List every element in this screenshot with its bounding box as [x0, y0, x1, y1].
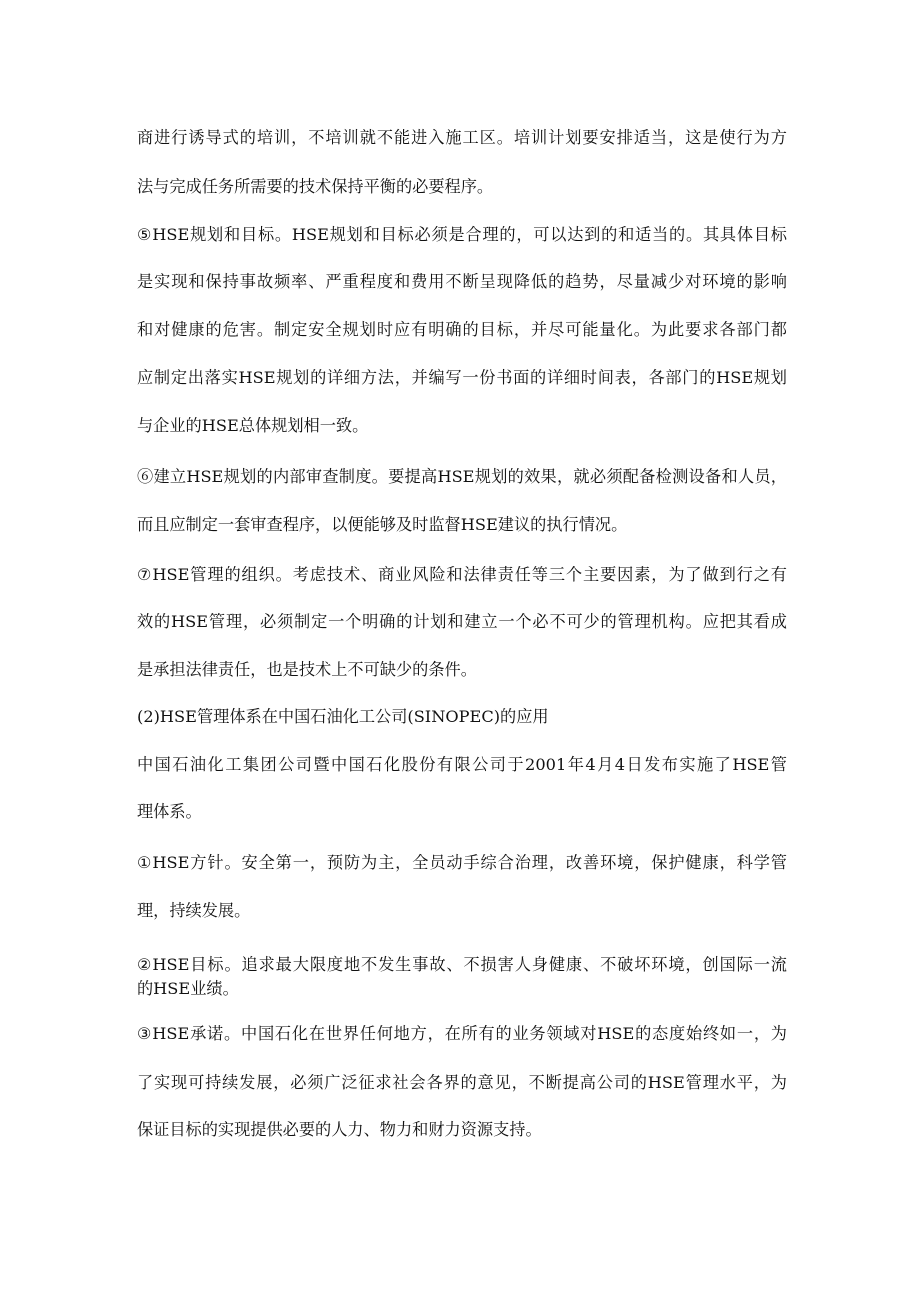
section-heading: (2)HSE管理体系在中国石油化工公司(SINOPEC)的应用: [137, 707, 549, 726]
paragraph-line: ⑤HSE规划和目标。HSE规划和目标必须是合理的，可以达到的和适当的。其具体目标: [137, 225, 787, 244]
paragraph-line: 理体系。: [137, 802, 202, 821]
paragraph-line: 法与完成任务所需要的技术保持平衡的必要程序。: [137, 177, 494, 196]
paragraph-line: 理，持续发展。: [137, 901, 251, 920]
paragraph-line: 与企业的HSE总体规划相一致。: [137, 416, 369, 435]
paragraph-line: 效的HSE管理，必须制定一个明确的计划和建立一个必不可少的管理机构。应把其看成: [137, 612, 787, 631]
paragraph-line: 是实现和保持事故频率、严重程度和费用不断呈现降低的趋势，尽量减少对环境的影响: [137, 272, 787, 291]
paragraph-line: ⑥建立HSE规划的内部审查制度。要提高HSE规划的效果，就必须配备检测设备和人员，: [137, 467, 787, 486]
paragraph-line: 的HSE业绩。: [137, 979, 239, 998]
paragraph-line: ②HSE目标。追求最大限度地不发生事故、不损害人身健康、不破坏环境，创国际一流: [137, 955, 787, 974]
paragraph-line: 保证目标的实现提供必要的人力、物力和财力资源支持。: [137, 1120, 542, 1139]
paragraph-line: 而且应制定一套审查程序，以便能够及时监督HSE建议的执行情况。: [137, 515, 628, 534]
paragraph-line: ①HSE方针。安全第一，预防为主，全员动手综合治理，改善环境，保护健康，科学管: [137, 853, 787, 872]
paragraph-line: ⑦HSE管理的组织。考虑技术、商业风险和法律责任等三个主要因素，为了做到行之有: [137, 565, 787, 584]
paragraph-line: 和对健康的危害。制定安全规划时应有明确的目标，并尽可能量化。为此要求各部门都: [137, 320, 787, 339]
paragraph-line: ③HSE承诺。中国石化在世界任何地方，在所有的业务领域对HSE的态度始终如一，为: [137, 1024, 787, 1043]
paragraph-line: 了实现可持续发展，必须广泛征求社会各界的意见，不断提高公司的HSE管理水平，为: [137, 1073, 787, 1092]
paragraph-line: 中国石油化工集团公司暨中国石化股份有限公司于2001年4月4日发布实施了HSE管: [137, 755, 787, 774]
paragraph-line: 是承担法律责任，也是技术上不可缺少的条件。: [137, 660, 477, 679]
paragraph-line: 应制定出落实HSE规划的详细方法，并编写一份书面的详细时间表，各部门的HSE规划: [137, 368, 787, 387]
paragraph-line: 商进行诱导式的培训，不培训就不能进入施工区。培训计划要安排适当，这是使行为方: [137, 128, 787, 147]
